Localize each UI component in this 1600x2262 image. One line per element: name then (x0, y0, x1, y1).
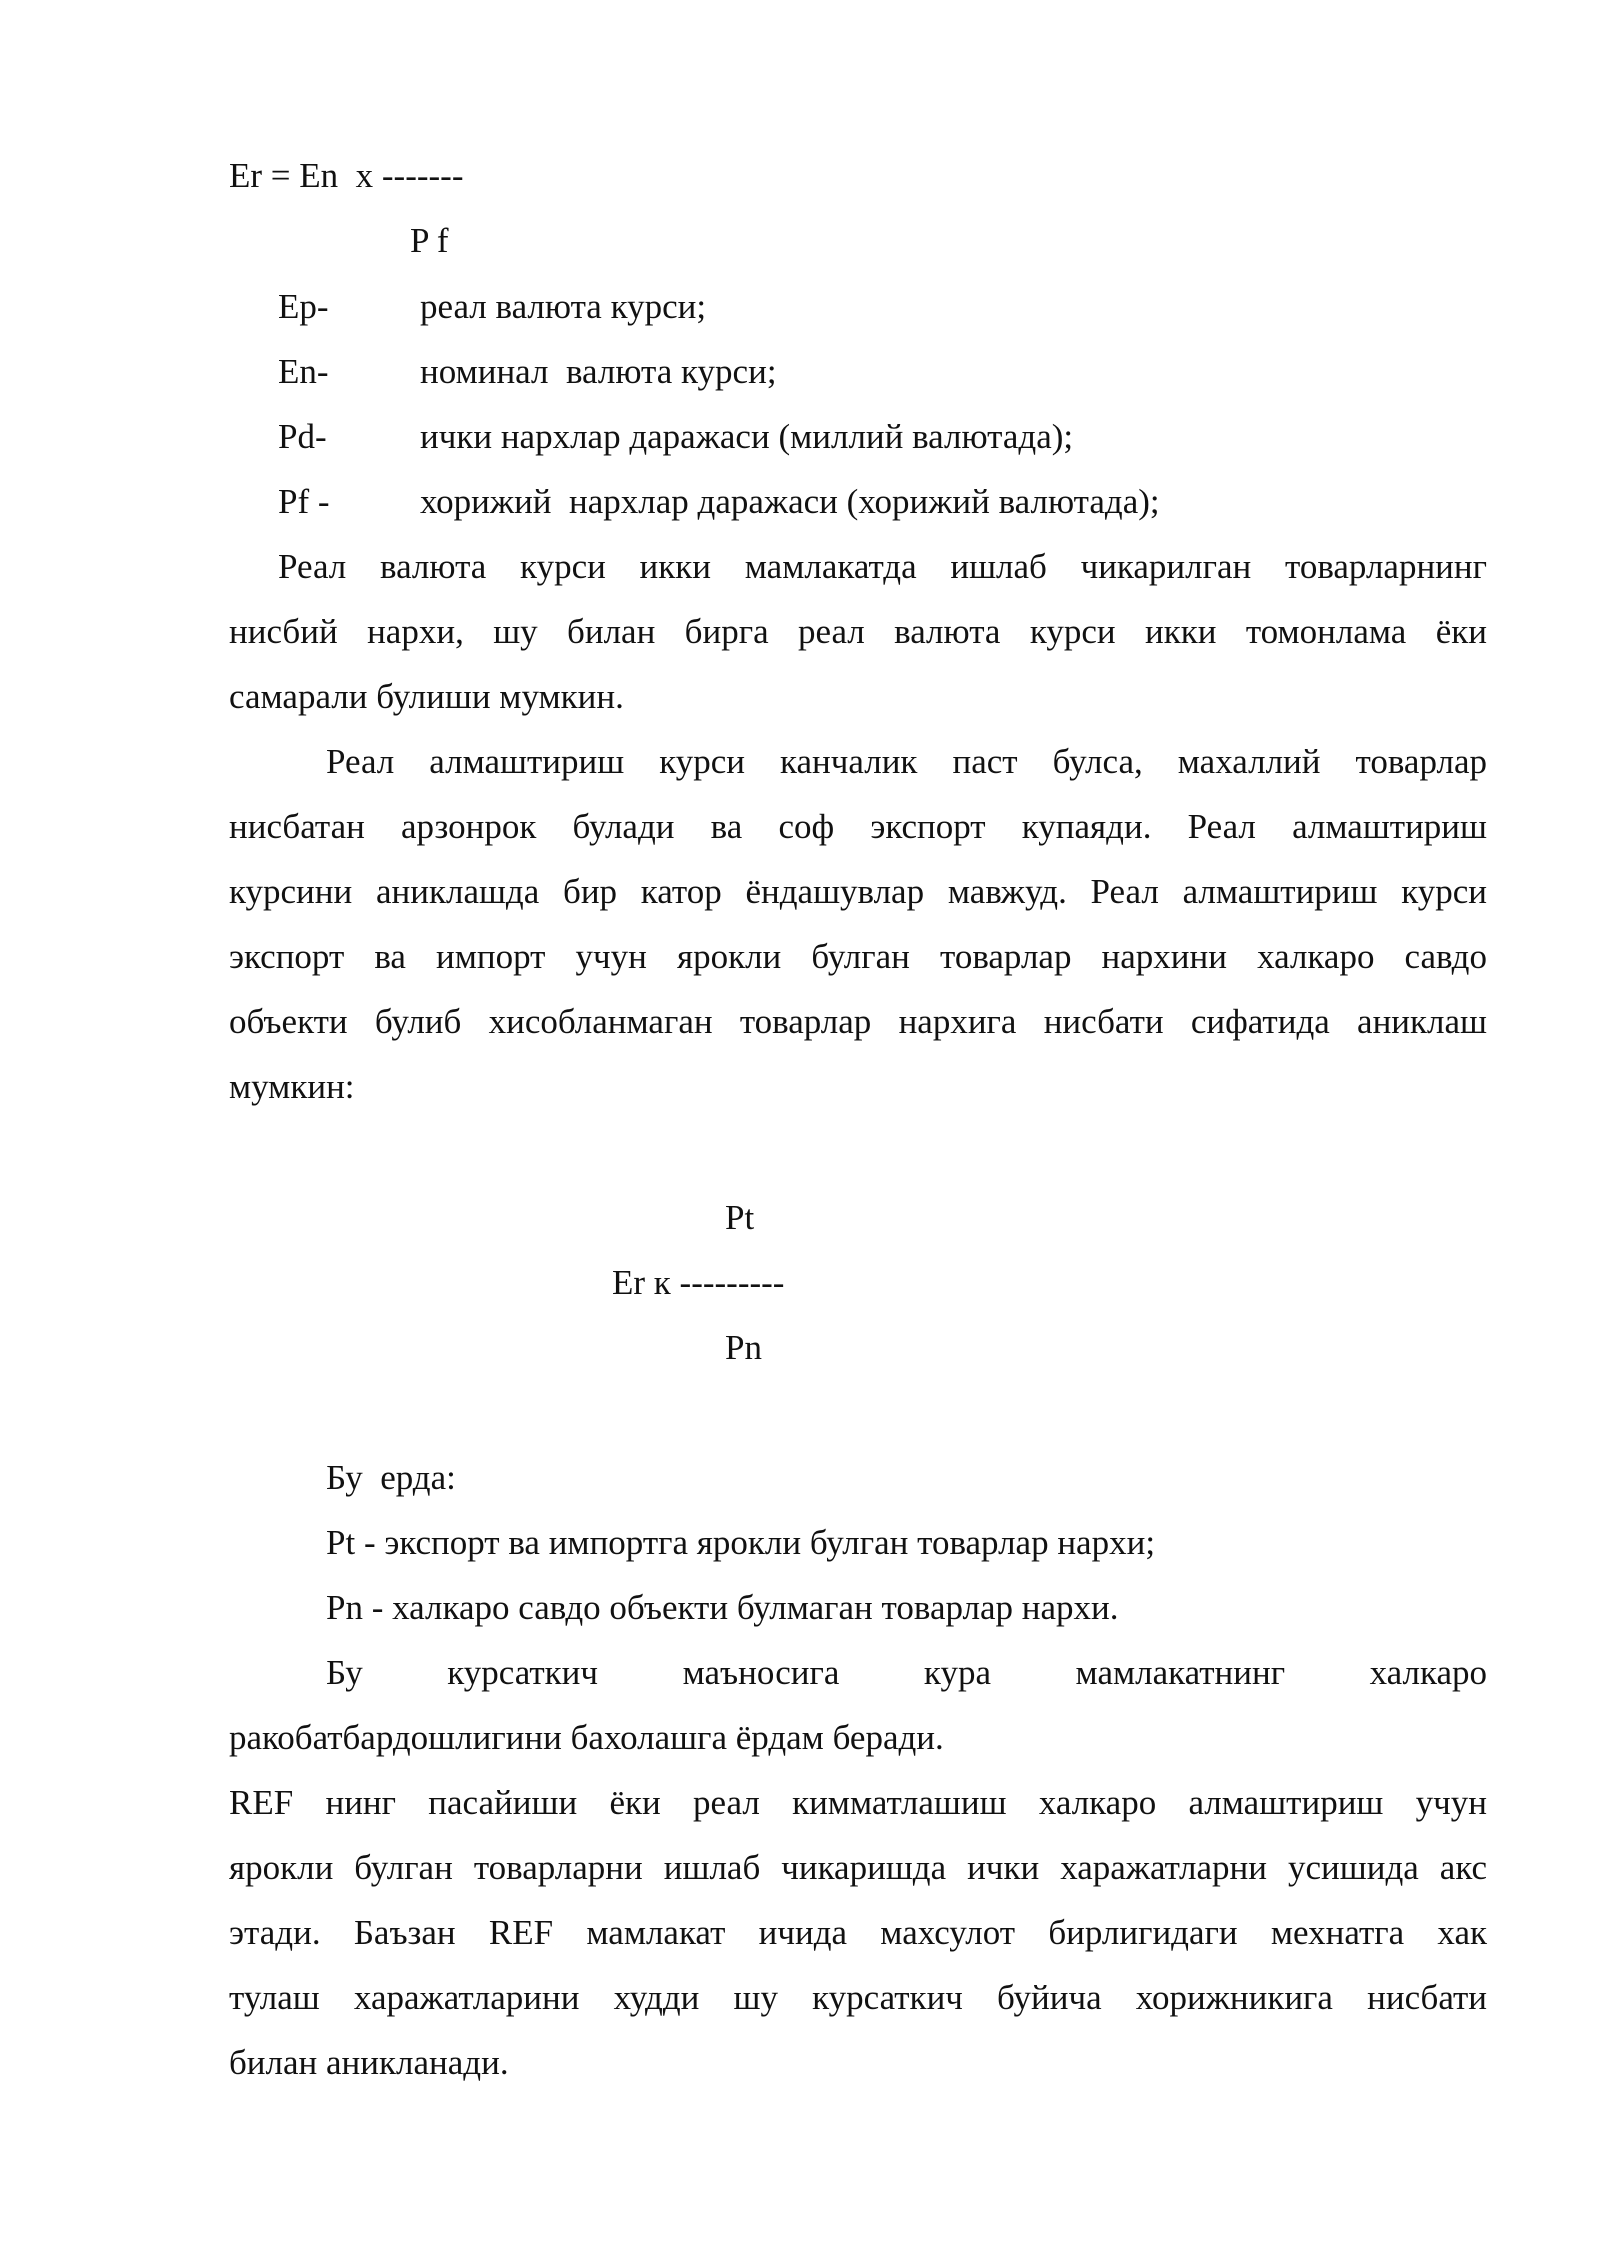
definition-term: Pd- (278, 417, 327, 456)
definition-text: реал валюта курси; (420, 287, 707, 326)
formula1-line: Er = En x ------- (229, 156, 464, 195)
paragraph2-line: курсини аниклашда бир катор ёндашувлар мавжуд. Реал алмаштириш курси (229, 872, 1487, 911)
definition-text: номинал валюта курси; (420, 352, 777, 391)
paragraph2-line: Реал алмаштириш курси канчалик паст булса, махаллий товарлар (326, 742, 1487, 781)
paragraph1-line: нисбий нархи, шу билан бирга реал валюта курси икки томонлама ёки (229, 612, 1487, 651)
formula2-denominator: Pn (725, 1328, 762, 1367)
definition-text: ички нархлар даражаси (миллий валютада); (420, 417, 1074, 456)
where-item: Pn - халкаро савдо объекти булмаган товарлар нархи. (326, 1588, 1119, 1627)
paragraph1-line: самарали булиши мумкин. (229, 677, 624, 716)
paragraph4-line: REF нинг пасайиши ёки реал кимматлашиш халкаро алмаштириш учун (229, 1783, 1487, 1822)
formula2-line: Er к --------- (612, 1263, 785, 1302)
definition-term: Pf - (278, 482, 330, 521)
definition-text: хорижий нархлар даражаси (хорижий валютада); (420, 482, 1160, 521)
definition-term: Ep- (278, 287, 329, 326)
paragraph4-line: ярокли булган товарларни ишлаб чикаришда ички харажатларни усишида акс (229, 1848, 1487, 1887)
paragraph2-line: нисбатан арзонрок булади ва соф экспорт купаяди. Реал алмаштириш (229, 807, 1487, 846)
where-intro: Бу ерда: (326, 1458, 456, 1497)
paragraph3-line: Бу курсаткич маъносига кура мамлакатнинг халкаро (326, 1653, 1487, 1692)
paragraph3-line: ракобатбардошлигини бахолашга ёрдам беради. (229, 1718, 944, 1757)
paragraph2-line: объекти булиб хисобланмаган товарлар нархига нисбати сифатида аниклаш (229, 1002, 1487, 1041)
formula1-denominator: P f (410, 221, 449, 260)
paragraph2-line: экспорт ва импорт учун ярокли булган товарлар нархини халкаро савдо (229, 937, 1487, 976)
paragraph4-line: тулаш харажатларини худди шу курсаткич буйича хорижникига нисбати (229, 1978, 1487, 2017)
paragraph4-line: этади. Баъзан REF мамлакат ичида махсулот бирлигидаги мехнатга хак (229, 1913, 1487, 1952)
paragraph2-line: мумкин: (229, 1067, 355, 1106)
paragraph1-line: Реал валюта курси икки мамлакатда ишлаб чикарилган товарларнинг (278, 547, 1487, 586)
formula2-numerator: Pt (725, 1198, 755, 1237)
definition-term: En- (278, 352, 329, 391)
where-item: Pt - экспорт ва импортга ярокли булган товарлар нархи; (326, 1523, 1156, 1562)
paragraph4-line: билан аникланади. (229, 2043, 509, 2082)
